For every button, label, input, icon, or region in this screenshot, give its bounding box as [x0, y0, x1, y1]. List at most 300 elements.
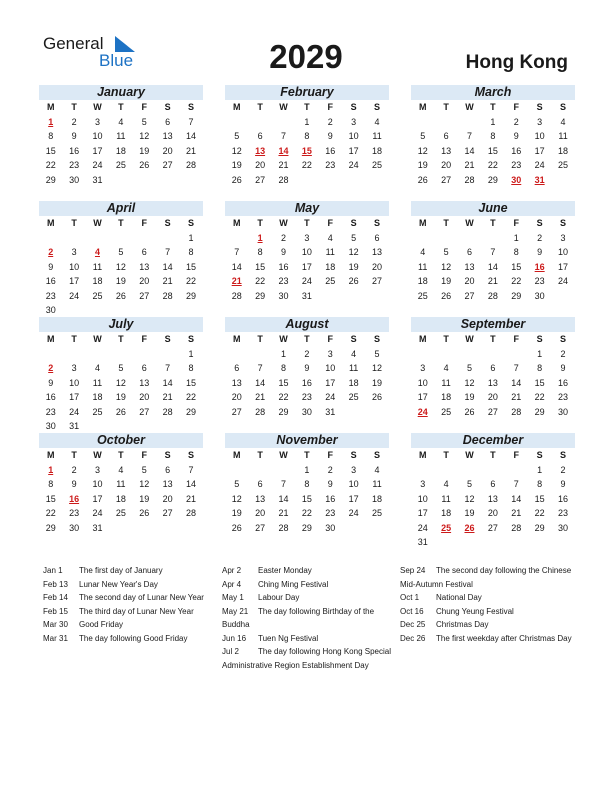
day-cell: 22 — [301, 160, 312, 170]
holiday-item — [400, 591, 572, 605]
empty-day-cell — [248, 115, 271, 130]
day-cell: 19 — [464, 392, 475, 402]
day-cell: 8 — [48, 479, 54, 489]
weekday-header-row — [411, 332, 575, 347]
day-cell: 22 — [45, 160, 56, 170]
empty-day-cell — [458, 347, 481, 362]
day-cell: 5 — [443, 247, 449, 257]
weekday-label: W — [465, 102, 474, 112]
day-cell: 22 — [45, 508, 56, 518]
weekday-label: T — [490, 102, 496, 112]
weekday-label: F — [513, 334, 519, 344]
day-cell: 23 — [558, 508, 569, 518]
empty-day-cell — [133, 231, 156, 246]
holiday-date: Dec 26 — [400, 633, 426, 643]
day-cell: 10 — [558, 247, 569, 257]
day-cell: 28 — [186, 508, 197, 518]
weekday-label: W — [279, 218, 288, 228]
empty-day-cell — [86, 347, 109, 362]
holiday-day-cell: 2 — [48, 363, 54, 373]
day-cell: 17 — [348, 493, 359, 504]
holiday-name: Lunar New Year's Day — [79, 579, 158, 589]
day-cell: 8 — [537, 363, 543, 373]
day-cell: 31 — [92, 174, 103, 185]
week-row — [225, 477, 389, 492]
weekday-label: T — [71, 218, 77, 228]
day-cell: 3 — [94, 116, 100, 127]
day-cell: 19 — [464, 508, 475, 518]
day-cell: 29 — [186, 290, 197, 301]
month-title: September — [411, 317, 575, 332]
week-row — [411, 535, 575, 550]
empty-day-cell — [156, 231, 179, 246]
week-row — [39, 303, 203, 318]
day-cell: 27 — [255, 174, 266, 185]
day-cell: 27 — [231, 406, 242, 417]
empty-day-cell — [434, 115, 457, 130]
day-cell: 26 — [441, 290, 452, 301]
day-cell: 7 — [490, 247, 496, 257]
day-cell: 17 — [325, 377, 336, 388]
holiday-day-cell: 16 — [69, 493, 80, 504]
holiday-date: Oct 1 — [400, 593, 420, 602]
day-cell: 6 — [443, 131, 449, 141]
day-cell: 17 — [92, 493, 103, 504]
holiday-item — [43, 578, 215, 592]
holiday-date: Jul 2 — [222, 647, 239, 656]
day-cell: 14 — [231, 261, 242, 272]
empty-day-cell — [133, 303, 156, 318]
day-cell: 19 — [441, 276, 452, 286]
empty-day-cell — [109, 521, 132, 536]
day-cell: 12 — [348, 247, 359, 257]
empty-day-cell — [109, 303, 132, 318]
week-row — [411, 492, 575, 507]
weekday-label: W — [465, 450, 474, 460]
weekday-label: S — [560, 218, 567, 228]
week-row — [411, 361, 575, 376]
day-cell: 5 — [420, 131, 426, 141]
day-cell: 25 — [348, 392, 359, 402]
day-cell: 16 — [558, 377, 569, 388]
day-cell: 14 — [464, 145, 475, 156]
day-cell: 13 — [487, 493, 498, 504]
day-cell: 21 — [162, 276, 173, 286]
day-cell: 15 — [534, 493, 545, 504]
day-cell: 9 — [304, 363, 310, 373]
weekday-label: M — [46, 334, 55, 344]
week-row — [411, 274, 575, 289]
empty-day-cell — [481, 535, 504, 550]
day-cell: 4 — [374, 464, 380, 475]
empty-day-cell — [458, 115, 481, 130]
day-cell: 21 — [186, 493, 197, 504]
weekday-label: F — [327, 102, 333, 112]
weekday-label: S — [560, 334, 567, 344]
weekday-header-row — [411, 100, 575, 115]
day-cell: 17 — [417, 508, 428, 518]
day-cell: 3 — [351, 464, 357, 475]
holiday-day-cell: 2 — [48, 247, 54, 257]
weekday-header-row — [411, 448, 575, 463]
day-cell: 18 — [372, 145, 383, 156]
empty-day-cell — [481, 231, 504, 246]
day-cell: 7 — [280, 479, 286, 489]
holiday-name: Ching Ming Festival — [258, 579, 329, 589]
week-row — [39, 361, 203, 376]
day-cell: 17 — [417, 392, 428, 402]
day-cell: 5 — [374, 348, 380, 359]
day-cell: 23 — [325, 508, 336, 518]
day-cell: 25 — [115, 508, 126, 518]
day-cell: 24 — [417, 522, 428, 533]
holiday-column — [222, 564, 394, 672]
empty-day-cell — [272, 115, 295, 130]
holiday-date: Apr 4 — [222, 579, 242, 589]
day-cell: 10 — [534, 131, 545, 141]
weekday-label: F — [513, 218, 519, 228]
day-cell: 9 — [71, 479, 77, 489]
holiday-day-cell: 1 — [48, 464, 54, 475]
day-cell: 2 — [560, 464, 566, 475]
day-cell: 14 — [487, 261, 498, 272]
weekday-label: S — [188, 450, 195, 460]
day-cell: 28 — [278, 174, 289, 185]
day-cell: 15 — [186, 261, 197, 272]
weekday-label: M — [418, 334, 427, 344]
day-cell: 29 — [534, 406, 545, 417]
day-cell: 27 — [441, 174, 452, 185]
day-cell: 4 — [560, 116, 566, 127]
week-row — [39, 129, 203, 144]
weekday-label: S — [350, 102, 357, 112]
day-cell: 15 — [511, 261, 522, 272]
empty-day-cell — [39, 231, 62, 246]
holiday-day-cell: 16 — [534, 261, 545, 272]
day-cell: 7 — [466, 131, 472, 141]
day-cell: 11 — [116, 131, 126, 141]
week-row — [39, 419, 203, 434]
day-cell: 26 — [348, 276, 359, 286]
day-cell: 26 — [464, 406, 475, 417]
logo-general-text: General — [43, 34, 104, 53]
day-cell: 29 — [45, 174, 56, 185]
holiday-date: Sep 24 — [400, 566, 426, 575]
day-cell: 20 — [372, 261, 383, 272]
month-title: August — [225, 317, 389, 332]
day-cell: 6 — [257, 479, 263, 489]
day-cell: 7 — [513, 363, 519, 373]
day-cell: 21 — [278, 160, 289, 170]
day-cell: 23 — [69, 160, 80, 170]
day-cell: 29 — [487, 174, 498, 185]
empty-day-cell — [458, 231, 481, 246]
day-cell: 30 — [534, 290, 545, 301]
day-cell: 9 — [48, 261, 54, 272]
month-february — [225, 85, 389, 187]
holiday-name: Tuen Ng Festival — [258, 633, 319, 643]
day-cell: 25 — [372, 508, 383, 518]
holiday-date: Apr 2 — [222, 566, 242, 575]
empty-day-cell — [156, 521, 179, 536]
month-july — [39, 317, 203, 434]
day-cell: 23 — [278, 276, 289, 286]
empty-day-cell — [434, 463, 457, 478]
day-cell: 25 — [325, 276, 336, 286]
day-cell: 19 — [231, 160, 242, 170]
empty-day-cell — [551, 535, 574, 550]
day-cell: 19 — [417, 160, 428, 170]
day-cell: 26 — [139, 508, 150, 518]
day-cell: 9 — [327, 479, 333, 489]
week-row — [39, 506, 203, 521]
holiday-day-cell: 24 — [417, 406, 428, 417]
day-cell: 12 — [417, 145, 428, 156]
weekday-label: T — [490, 218, 496, 228]
day-cell: 3 — [560, 232, 566, 243]
month-title: June — [411, 201, 575, 216]
empty-day-cell — [156, 419, 179, 434]
day-cell: 7 — [257, 363, 263, 373]
weekday-label: S — [560, 450, 567, 460]
day-cell: 30 — [45, 305, 56, 315]
day-cell: 8 — [280, 363, 286, 373]
day-cell: 4 — [327, 232, 333, 243]
weekday-header-row — [411, 216, 575, 231]
day-cell: 30 — [558, 406, 569, 417]
week-row — [225, 506, 389, 521]
day-cell: 3 — [327, 348, 333, 359]
empty-day-cell — [365, 289, 388, 304]
month-title: May — [225, 201, 389, 216]
day-cell: 10 — [348, 131, 359, 141]
day-cell: 19 — [115, 276, 126, 286]
week-row — [411, 173, 575, 188]
day-cell: 7 — [188, 116, 194, 127]
day-cell: 9 — [560, 479, 566, 489]
week-row — [39, 289, 203, 304]
day-cell: 14 — [162, 377, 173, 388]
empty-day-cell — [39, 347, 62, 362]
weekday-label: W — [93, 450, 102, 460]
day-cell: 11 — [116, 479, 126, 489]
day-cell: 3 — [71, 363, 77, 373]
holiday-item — [43, 605, 215, 619]
weekday-label: S — [350, 218, 357, 228]
weekday-label: S — [164, 334, 171, 344]
empty-day-cell — [319, 173, 342, 188]
empty-day-cell — [86, 231, 109, 246]
day-cell: 11 — [372, 131, 382, 141]
day-cell: 13 — [441, 145, 452, 156]
day-cell: 30 — [69, 174, 80, 185]
day-cell: 5 — [466, 363, 472, 373]
day-cell: 2 — [537, 232, 543, 243]
holiday-item — [222, 578, 394, 592]
day-cell: 10 — [69, 261, 80, 272]
holiday-name: The day following Birthday of the Buddha — [222, 606, 375, 629]
empty-day-cell — [62, 347, 85, 362]
holiday-item — [222, 605, 394, 632]
week-row — [411, 115, 575, 130]
empty-day-cell — [62, 303, 85, 318]
weekday-label: F — [141, 334, 147, 344]
holiday-date: Dec 25 — [400, 620, 426, 629]
day-cell: 6 — [374, 232, 380, 243]
weekday-label: S — [374, 102, 381, 112]
day-cell: 3 — [304, 232, 310, 243]
day-cell: 28 — [511, 406, 522, 417]
day-cell: 7 — [280, 131, 286, 141]
week-row — [411, 463, 575, 478]
day-cell: 10 — [301, 247, 312, 257]
day-cell: 3 — [94, 464, 100, 475]
empty-day-cell — [481, 347, 504, 362]
day-cell: 7 — [188, 464, 194, 475]
day-cell: 2 — [71, 464, 77, 475]
empty-day-cell — [179, 419, 202, 434]
holiday-item — [43, 591, 215, 605]
weekday-label: T — [443, 218, 449, 228]
day-cell: 13 — [231, 377, 242, 388]
day-cell: 23 — [558, 392, 569, 402]
week-row — [411, 260, 575, 275]
day-cell: 12 — [231, 493, 242, 504]
week-row — [39, 521, 203, 536]
holiday-item — [43, 618, 215, 632]
week-row — [225, 260, 389, 275]
day-cell: 6 — [141, 247, 147, 257]
day-cell: 12 — [139, 479, 150, 489]
day-cell: 20 — [487, 392, 498, 402]
empty-day-cell — [551, 173, 574, 188]
empty-day-cell — [133, 347, 156, 362]
weekday-label: S — [374, 450, 381, 460]
week-row — [39, 274, 203, 289]
month-title: October — [39, 433, 203, 448]
holiday-item — [43, 632, 215, 646]
day-cell: 4 — [94, 363, 100, 373]
day-cell: 9 — [71, 131, 77, 141]
day-cell: 1 — [304, 464, 310, 475]
day-cell: 29 — [534, 522, 545, 533]
day-cell: 3 — [420, 479, 426, 489]
empty-day-cell — [295, 173, 318, 188]
holiday-item — [222, 591, 394, 605]
week-row — [411, 506, 575, 521]
week-row — [39, 347, 203, 362]
week-row — [225, 274, 389, 289]
day-cell: 6 — [257, 131, 263, 141]
week-row — [411, 347, 575, 362]
day-cell: 15 — [45, 145, 56, 156]
month-title: January — [39, 85, 203, 100]
day-cell: 9 — [48, 377, 54, 388]
holiday-name: Labour Day — [258, 593, 300, 602]
day-cell: 26 — [231, 174, 242, 185]
weekday-label: S — [536, 450, 543, 460]
week-row — [411, 158, 575, 173]
week-row — [411, 129, 575, 144]
weekday-label: T — [443, 102, 449, 112]
day-cell: 24 — [69, 406, 80, 417]
day-cell: 16 — [325, 145, 336, 156]
empty-day-cell — [248, 463, 271, 478]
day-cell: 20 — [487, 508, 498, 518]
week-row — [225, 129, 389, 144]
day-cell: 20 — [139, 392, 150, 402]
holiday-item — [400, 605, 572, 619]
day-cell: 15 — [255, 261, 266, 272]
month-january — [39, 85, 203, 187]
day-cell: 16 — [511, 145, 522, 156]
holiday-name: The second day of Lunar New Year — [79, 593, 204, 602]
holiday-date: Feb 15 — [43, 606, 68, 616]
weekday-label: W — [93, 102, 102, 112]
day-cell: 28 — [511, 522, 522, 533]
day-cell: 6 — [165, 116, 171, 127]
day-cell: 27 — [139, 406, 150, 417]
day-cell: 15 — [487, 145, 498, 156]
weekday-label: T — [257, 334, 263, 344]
day-cell: 8 — [304, 131, 310, 141]
weekday-label: W — [93, 334, 102, 344]
day-cell: 21 — [278, 508, 289, 518]
empty-day-cell — [411, 115, 434, 130]
day-cell: 12 — [372, 363, 383, 373]
day-cell: 21 — [464, 160, 475, 170]
day-cell: 28 — [255, 406, 266, 417]
day-cell: 18 — [417, 276, 428, 286]
empty-day-cell — [179, 521, 202, 536]
day-cell: 21 — [186, 145, 197, 156]
calendar-year: 2029 — [269, 38, 343, 75]
day-cell: 2 — [327, 116, 333, 127]
empty-day-cell — [505, 347, 528, 362]
holiday-item — [400, 632, 572, 646]
day-cell: 28 — [231, 290, 242, 301]
weekday-label: S — [536, 334, 543, 344]
empty-day-cell — [225, 231, 248, 246]
day-cell: 19 — [139, 145, 150, 156]
month-september — [411, 317, 575, 419]
holiday-date: May 21 — [222, 606, 249, 616]
day-cell: 2 — [513, 116, 519, 127]
day-cell: 14 — [255, 377, 266, 388]
day-cell: 22 — [278, 392, 289, 402]
day-cell: 11 — [441, 493, 451, 504]
day-cell: 13 — [255, 493, 266, 504]
week-row — [39, 245, 203, 260]
day-cell: 26 — [115, 406, 126, 417]
day-cell: 5 — [466, 479, 472, 489]
day-cell: 25 — [372, 160, 383, 170]
day-cell: 14 — [162, 261, 173, 272]
week-row — [225, 158, 389, 173]
day-cell: 18 — [92, 392, 103, 402]
day-cell: 24 — [348, 508, 359, 518]
day-cell: 11 — [325, 247, 335, 257]
day-cell: 12 — [139, 131, 150, 141]
day-cell: 10 — [348, 479, 359, 489]
holiday-date: Mar 30 — [43, 620, 68, 629]
week-row — [225, 231, 389, 246]
day-cell: 10 — [417, 377, 428, 388]
day-cell: 8 — [537, 479, 543, 489]
holiday-day-cell: 25 — [441, 522, 452, 533]
day-cell: 30 — [558, 522, 569, 533]
weekday-label: T — [304, 450, 310, 460]
